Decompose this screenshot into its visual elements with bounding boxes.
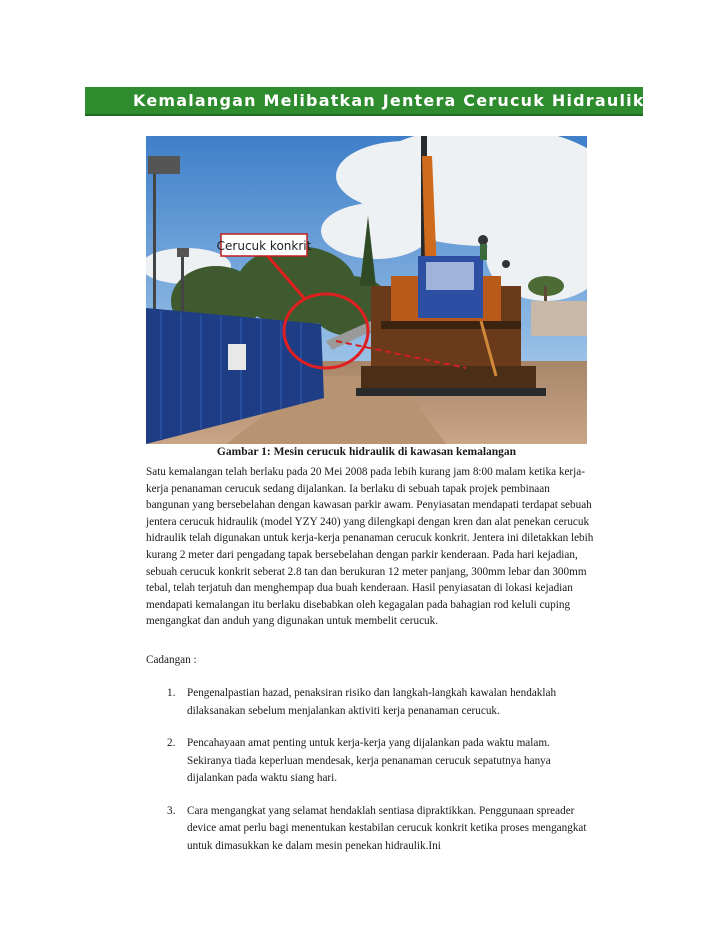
item-number: 3.	[167, 804, 176, 817]
page-title: Kemalangan Melibatkan Jentera Cerucuk Hidraulik	[133, 91, 645, 110]
item-text: Cara mengangkat yang selamat hendaklah sentiasa dipraktikkan. Penggunaan spreader device amat perlu bagi menentukan kestabilan cerucuk konkrit ketika proses mengangkat untuk dimasukkan ke dalam mesin penekan hidraulik.Ini	[187, 804, 587, 852]
title-banner	[85, 87, 643, 116]
list-item	[146, 803, 596, 856]
incident-description: Satu kemalangan telah berlaku pada 20 Mei 2008 pada lebih kurang jam 8:00 malam ketika kerja-kerja penanaman cerucuk sedang dijalankan. Ia berlaku di sebuah tapak projek pembinaan bangunan yang bersebelahan dengan kawasan parkir awam. Penyiasatan mendapati terdapat sebuah jentera cerucuk hidraulik (model YZY 240) yang dilengkapi dengan kren dan alat penekan cerucuk hidraulik telah digunakan untuk kerja-kerja penanaman cerucuk konkrit. Jentera ini diletakkan lebih kurang 2 meter dari pengadang tapak bersebelahan dengan parkir kenderaan. Pada hari kejadian, sebuah cerucuk konkrit seberat 2.8 tan dan berukuran 12 meter panjang, 300mm lebar dan 300mm tebal, telah terjatuh dan menghempap dua buah kenderaan. Hasil penyiasatan di lokasi kejadian mendapati kemalangan itu berlaku disebabkan oleh kegagalan pada bahagian rod keluli cuping mengangkat dan anduh yang digunakan untuk membelit cerucuk.	[146, 466, 594, 628]
item-number: 2.	[167, 737, 176, 749]
pile-machine-photo	[146, 136, 587, 444]
item-text: Pengenalpastian hazad, penaksiran risiko dan langkah-langkah kawalan hendaklah dilaksanakan sebelum menjalankan aktiviti kerja penanaman cerucuk.	[187, 687, 557, 717]
recommendations-heading: Cadangan :	[146, 654, 197, 666]
item-text: Pencahayaan amat penting untuk kerja-kerja yang dijalankan pada waktu malam. Sekiranya tiada keperluan mendesak, kerja penanaman cerucuk sepatutnya hanya dijalankan pada waktu siang hari.	[187, 737, 551, 784]
list-item	[146, 685, 596, 720]
pile-label: Cerucuk konkrit	[216, 239, 312, 253]
recommendations-list	[146, 685, 596, 870]
item-number: 1.	[167, 687, 176, 699]
list-item	[146, 735, 596, 788]
accident-photo	[146, 136, 587, 444]
figure-caption: Gambar 1: Mesin cerucuk hidraulik di kawasan kemalangan	[216, 446, 517, 458]
